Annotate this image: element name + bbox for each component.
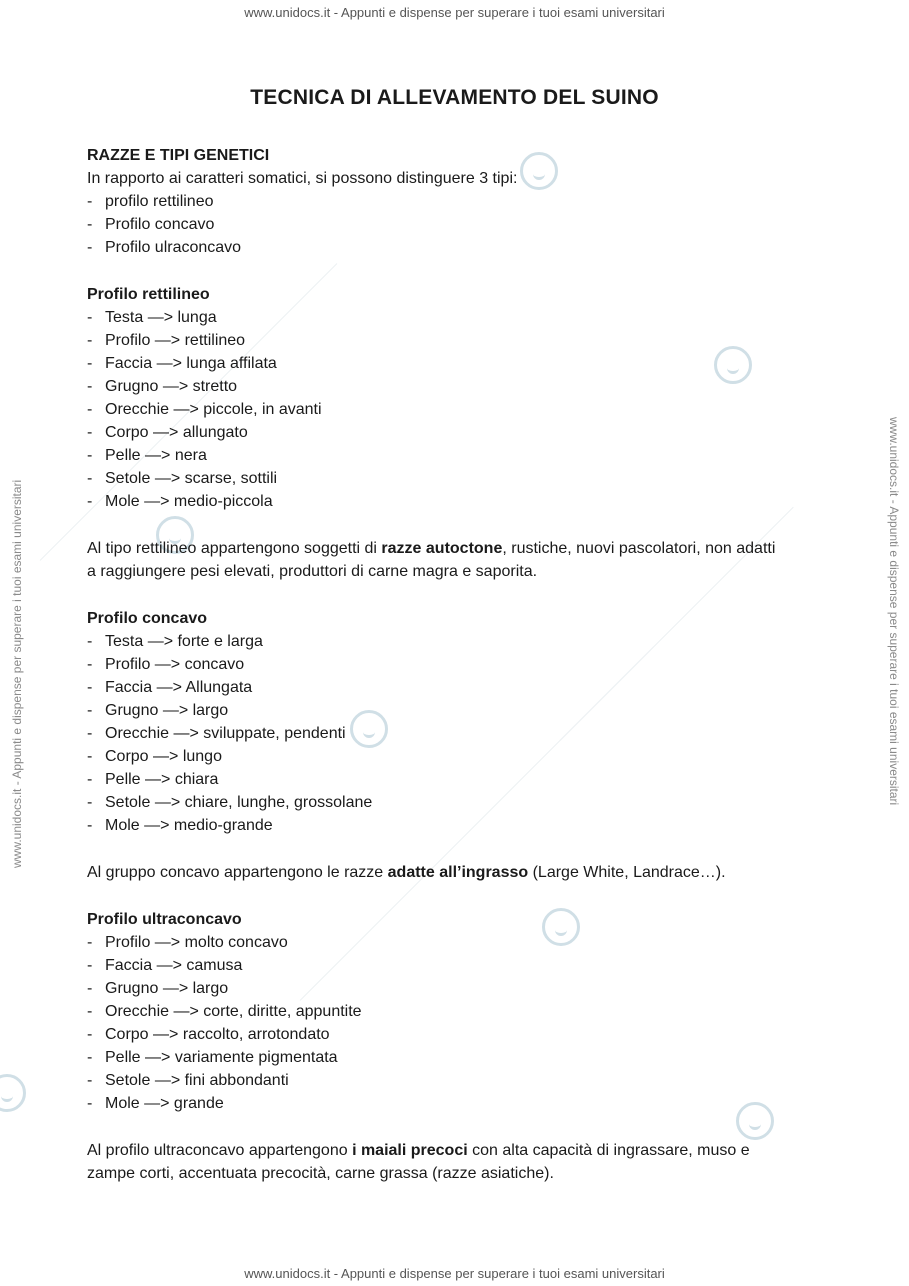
list-item: - Faccia —> lunga affilata — [87, 352, 847, 375]
section-heading: Profilo ultraconcavo — [87, 911, 242, 928]
list-item: - Faccia —> Allungata — [87, 676, 847, 699]
paragraph-emphasis: i maiali precoci — [352, 1142, 468, 1159]
list-item: - Profilo ulraconcavo — [87, 236, 847, 259]
paragraph-emphasis: razze autoctone — [381, 540, 503, 557]
list-item: - Grugno —> largo — [87, 699, 847, 722]
list-item: - Profilo —> concavo — [87, 653, 847, 676]
list-item: - Grugno —> largo — [87, 977, 847, 1000]
document-body — [87, 144, 847, 1185]
list-item: - Testa —> lunga — [87, 306, 847, 329]
list-item: - Orecchie —> sviluppate, pendenti — [87, 722, 847, 745]
list-item: - Mole —> grande — [87, 1092, 847, 1115]
paragraph-text: Al profilo ultraconcavo appartengono — [87, 1142, 353, 1159]
list-item: - Profilo —> rettilineo — [87, 329, 847, 352]
section-heading: RAZZE E TIPI GENETICI — [87, 147, 270, 164]
list-item: - Setole —> scarse, sottili — [87, 467, 847, 490]
list-item: - Setole —> chiare, lunghe, grossolane — [87, 791, 847, 814]
intro-text: In rapporto ai caratteri somatici, si possono distinguere 3 tipi: — [87, 170, 518, 187]
paragraph — [87, 1139, 847, 1162]
top-watermark-text: www.unidocs.it - Appunti e dispense per superare i tuoi esami universitari — [244, 5, 665, 20]
unidocs-logo-icon — [0, 1074, 26, 1112]
paragraph-text: Al tipo rettilineo appartengono soggetti di — [87, 540, 382, 557]
list-item: - Testa —> forte e larga — [87, 630, 847, 653]
paragraph — [87, 537, 847, 560]
left-side-watermark-text: www.unidocs.it - Appunti e dispense per superare i tuoi esami universitari — [10, 479, 24, 868]
list-item: - Corpo —> raccolto, arrotondato — [87, 1023, 847, 1046]
list-item: - Mole —> medio-piccola — [87, 490, 847, 513]
section-heading: Profilo rettilineo — [87, 286, 210, 303]
list-item: - Setole —> fini abbondanti — [87, 1069, 847, 1092]
paragraph-text: , rustiche, nuovi pascolatori, non adatti — [502, 540, 776, 557]
list-item: - Mole —> medio-grande — [87, 814, 847, 837]
bottom-watermark-text: www.unidocs.it - Appunti e dispense per superare i tuoi esami universitari — [244, 1266, 665, 1281]
list-item: - Orecchie —> piccole, in avanti — [87, 398, 847, 421]
list-item: - profilo rettilineo — [87, 190, 847, 213]
page-title: TECNICA DI ALLEVAMENTO DEL SUINO — [250, 86, 659, 109]
list-item: - Pelle —> chiara — [87, 768, 847, 791]
list-item: - Profilo concavo — [87, 213, 847, 236]
list-item: - Profilo —> molto concavo — [87, 931, 847, 954]
list-item: - Faccia —> camusa — [87, 954, 847, 977]
paragraph-text: (Large White, Landrace…). — [528, 864, 726, 881]
list-item: - Corpo —> allungato — [87, 421, 847, 444]
paragraph-emphasis: adatte all’ingrasso — [387, 864, 529, 881]
paragraph-line: zampe corti, accentuata precocità, carne grassa (razze asiatiche). — [87, 1165, 554, 1182]
paragraph-text: Al gruppo concavo appartengono le razze — [87, 864, 388, 881]
paragraph — [87, 861, 847, 884]
list-item: - Grugno —> stretto — [87, 375, 847, 398]
list-item: - Pelle —> nera — [87, 444, 847, 467]
paragraph-text: con alta capacità di ingrassare, muso e — [467, 1142, 750, 1159]
right-side-watermark-text: www.unidocs.it - Appunti e dispense per superare i tuoi esami universitari — [887, 417, 901, 806]
list-item: - Pelle —> variamente pigmentata — [87, 1046, 847, 1069]
paragraph-line: a raggiungere pesi elevati, produttori di carne magra e saporita. — [87, 563, 538, 580]
section-heading: Profilo concavo — [87, 610, 208, 627]
list-item: - Orecchie —> corte, diritte, appuntite — [87, 1000, 847, 1023]
list-item: - Corpo —> lungo — [87, 745, 847, 768]
